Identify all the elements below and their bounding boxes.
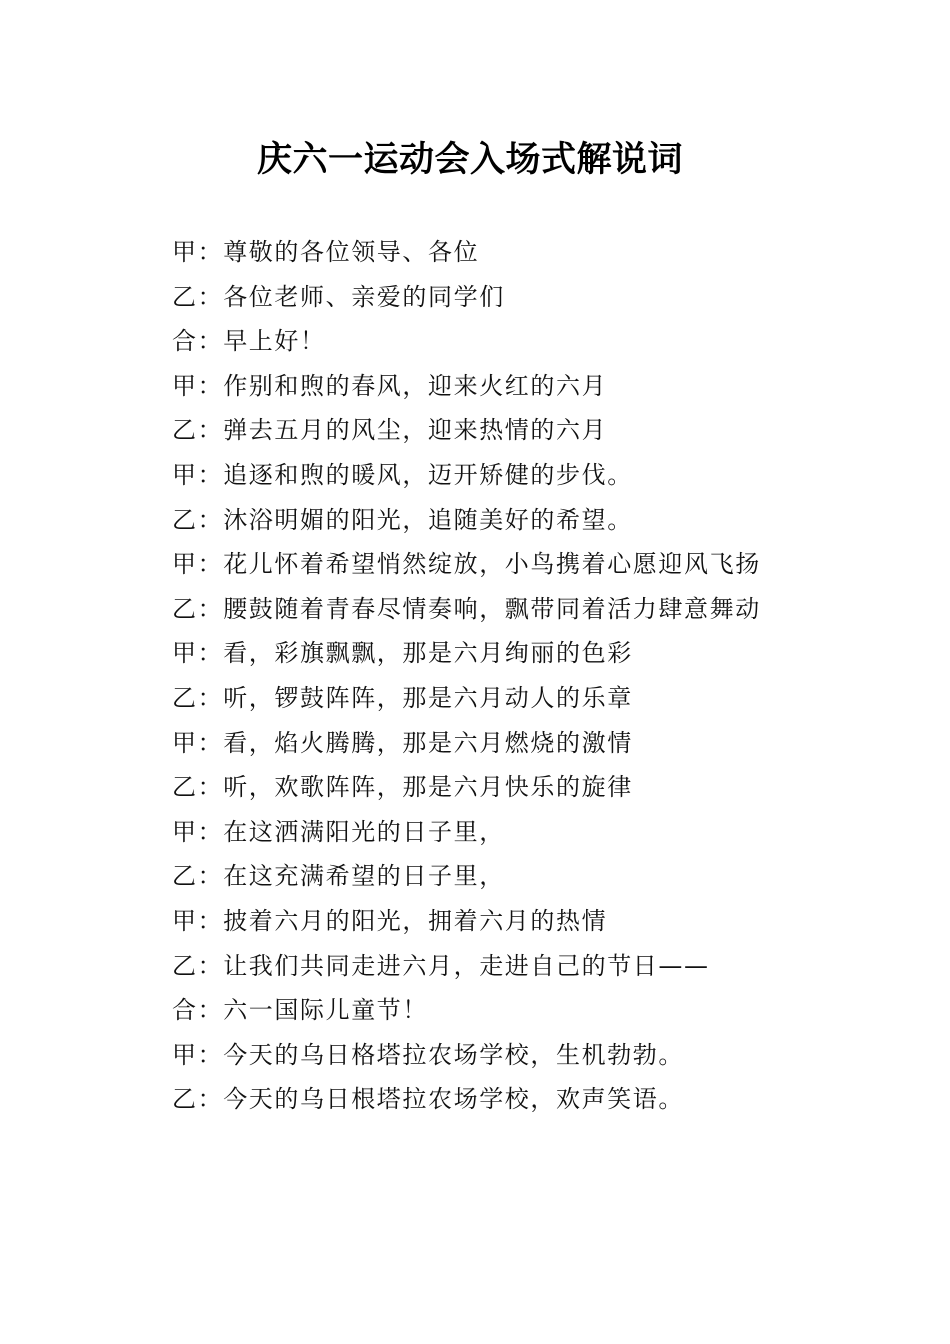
dialogue-line: 甲：看，彩旗飘飘，那是六月绚丽的色彩 (172, 639, 633, 668)
dialogue-line: 乙：让我们共同走进六月，走进自己的节日—— (172, 951, 710, 980)
dialogue-line: 乙：听，锣鼓阵阵，那是六月动人的乐章 (172, 683, 633, 712)
dialogue-line: 甲：作别和煦的春风，迎来火红的六月 (172, 371, 608, 400)
dialogue-line: 乙：听，欢歌阵阵，那是六月快乐的旋律 (172, 773, 633, 802)
dialogue-line: 甲：在这洒满阳光的日子里， (172, 817, 505, 846)
dialogue-line: 甲：今天的乌日格塔拉农场学校，生机勃勃。 (172, 1040, 684, 1069)
dialogue-line: 乙：腰鼓随着青春尽情奏响，飘带同着活力肆意舞动 (172, 594, 761, 623)
dialogue-line: 乙：沐浴明媚的阳光，追随美好的希望。 (172, 505, 633, 534)
dialogue-line: 甲：看，焰火腾腾，那是六月燃烧的激情 (172, 728, 633, 757)
document-title: 庆六一运动会入场式解说词 (256, 139, 683, 180)
dialogue-line: 合：早上好！ (172, 327, 326, 356)
dialogue-line: 甲：追逐和煦的暖风，迈开矫健的步伐。 (172, 460, 633, 489)
dialogue-line: 乙：今天的乌日根塔拉农场学校，欢声笑语。 (172, 1085, 684, 1114)
dialogue-line: 乙：各位老师、亲爱的同学们 (172, 282, 505, 311)
dialogue-line: 合：六一国际儿童节！ (172, 996, 428, 1025)
dialogue-line: 乙：弹去五月的风尘，迎来热情的六月 (172, 416, 608, 445)
dialogue-line: 甲：披着六月的阳光，拥着六月的热情 (172, 906, 608, 935)
dialogue-line: 乙：在这充满希望的日子里， (172, 862, 505, 891)
dialogue-line: 甲：花儿怀着希望悄然绽放，小鸟携着心愿迎风飞扬 (172, 550, 761, 579)
dialogue-list (172, 230, 892, 1122)
dialogue-line: 甲：尊敬的各位领导、各位 (172, 238, 480, 266)
